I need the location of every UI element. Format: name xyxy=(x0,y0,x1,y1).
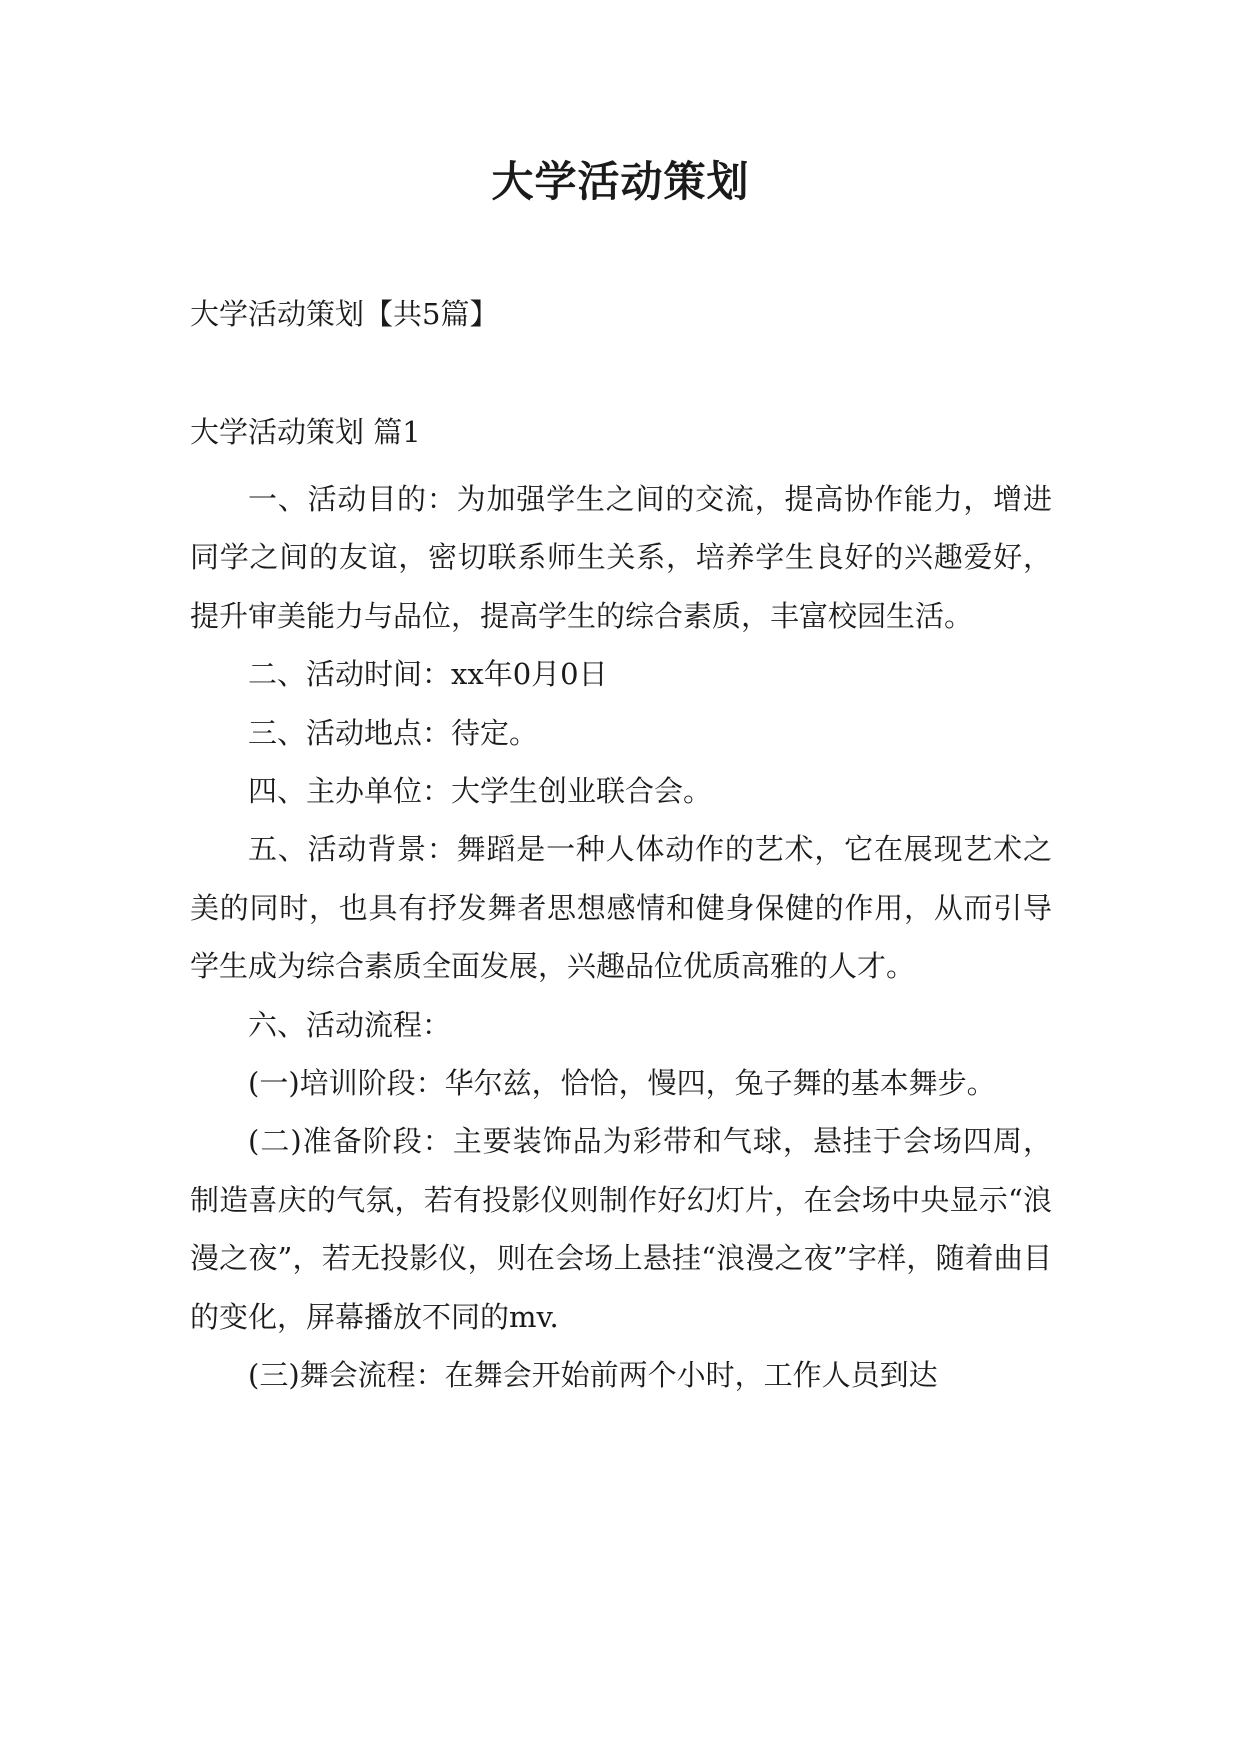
document-body xyxy=(190,470,1052,1405)
paragraph-preparation: (二)准备阶段：主要装饰品为彩带和气球，悬挂于会场四周，制造喜庆的气氛，若有投影仪则制作好幻灯片，在会场中央显示“浪漫之夜”，若无投影仪，则在会场上悬挂“浪漫之夜”字样，随着曲目的变化，屏幕播放不同的mv. xyxy=(190,1124,1052,1334)
paragraph-process: 六、活动流程： xyxy=(248,1007,452,1042)
document-title: 大学活动策划 xyxy=(491,157,750,206)
paragraph-time: 二、活动时间：xx年0月0日 xyxy=(248,657,608,692)
paragraph-location: 三、活动地点：待定。 xyxy=(248,715,539,750)
paragraph-organizer: 四、主办单位：大学生创业联合会。 xyxy=(248,774,713,809)
paragraph-background: 五、活动背景：舞蹈是一种人体动作的艺术，它在展现艺术之美的同时，也具有抒发舞者思想感情和健身保健的作用，从而引导学生成为综合素质全面发展，兴趣品位优质高雅的人才。 xyxy=(190,832,1052,984)
section-heading: 大学活动策划 篇1 xyxy=(190,415,421,449)
document-subtitle: 大学活动策划【共5篇】 xyxy=(190,297,499,331)
paragraph-purpose: 一、活动目的：为加强学生之间的交流，提高协作能力，增进同学之间的友谊，密切联系师生关系，培养学生良好的兴趣爱好，提升审美能力与品位，提高学生的综合素质，丰富校园生活。 xyxy=(190,482,1052,633)
paragraph-dance-flow: (三)舞会流程：在舞会开始前两个小时，工作人员到达 xyxy=(248,1358,938,1393)
paragraph-training: (一)培训阶段：华尔兹，恰恰，慢四，兔子舞的基本舞步。 xyxy=(248,1066,996,1101)
